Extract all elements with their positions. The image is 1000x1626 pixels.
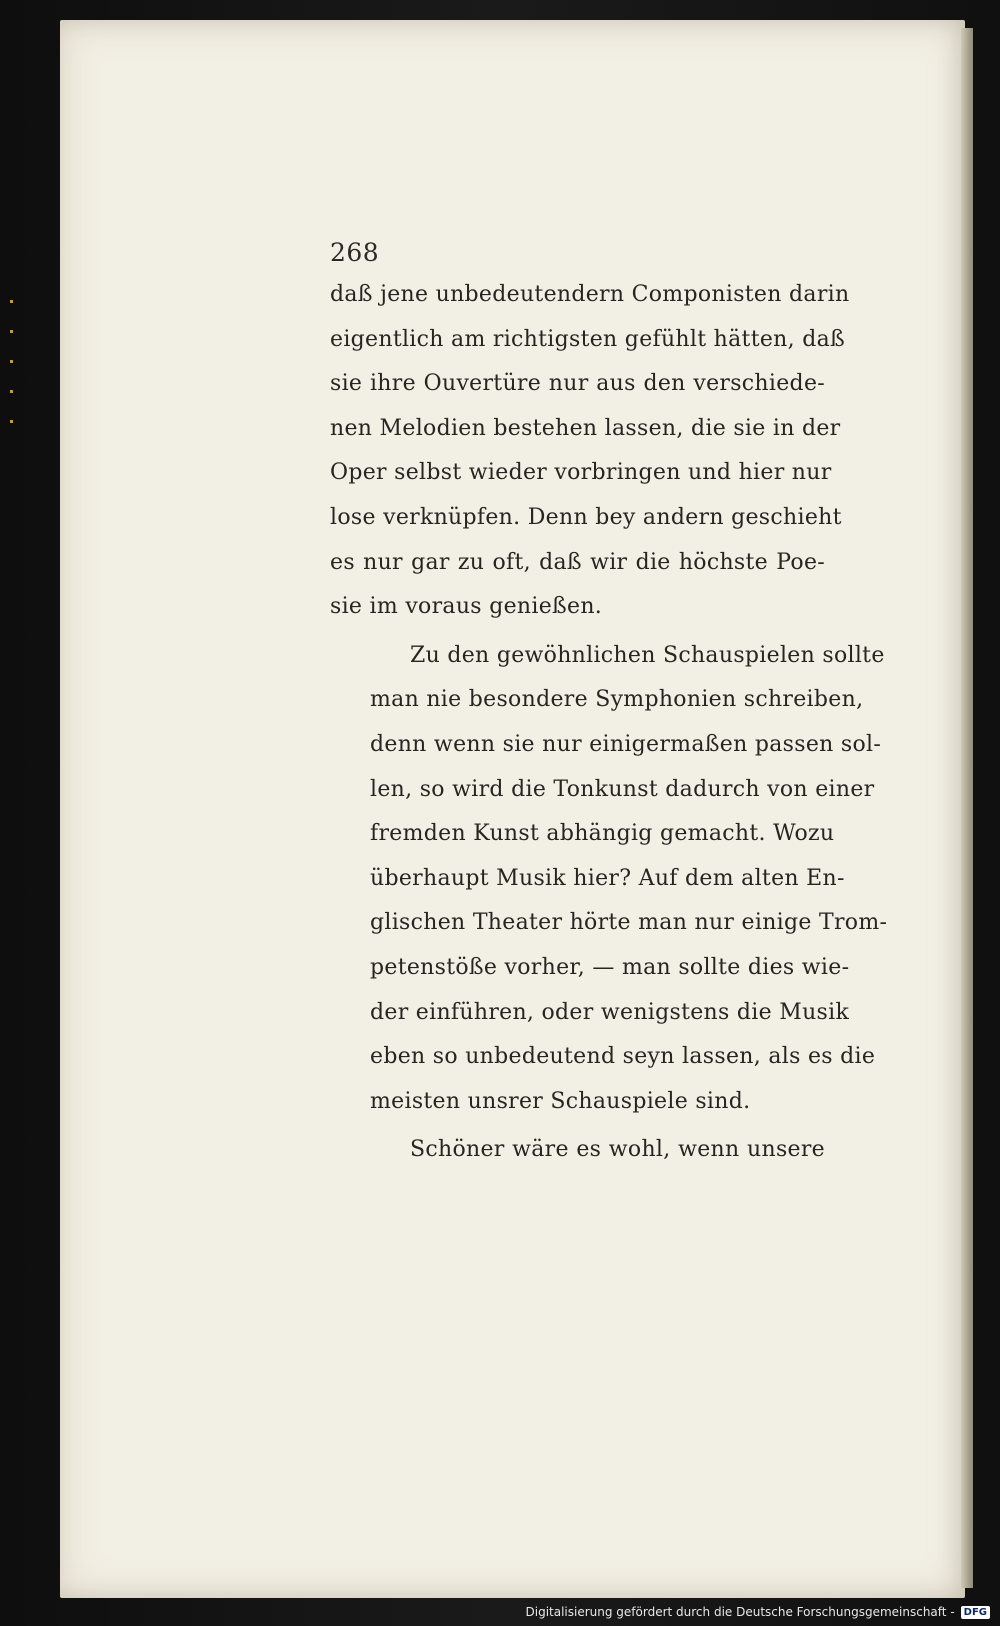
scan-margin-marks	[10, 300, 14, 440]
text-line: nen Melodien bestehen lassen, die sie in der	[330, 415, 841, 441]
text-line: man nie besondere Symphonien schreiben,	[370, 687, 864, 713]
text-line: daß jene unbedeutendern Componisten darin	[330, 282, 850, 307]
text-block	[330, 238, 888, 1173]
paragraph-3	[330, 1128, 825, 1173]
paragraph-1	[330, 273, 850, 630]
footer-credit: Digitalisierung gefördert durch die Deutsche Forschungsgemeinschaft -	[525, 1605, 955, 1619]
text-line: eigentlich am richtigsten gefühlt hätten, daß	[330, 326, 845, 352]
text-line: Oper selbst wieder vorbringen und hier nur	[330, 460, 832, 486]
text-line: petenstöße vorher, — man sollte dies wie-	[370, 954, 850, 980]
text-line: sie ihre Ouvertüre nur aus den verschiede-	[330, 371, 825, 397]
digitization-footer	[0, 1600, 1000, 1624]
text-line: denn wenn sie nur einigermaßen passen sol-	[370, 731, 882, 757]
text-line: der einführen, oder wenigstens die Musik	[370, 999, 850, 1025]
text-line: es nur gar zu oft, daß wir die höchste Poe-	[330, 549, 825, 575]
page-number: 268	[330, 238, 380, 267]
text-line: Zu den gewöhnlichen Schauspielen sollte	[410, 642, 885, 668]
text-line: sie im voraus genießen.	[330, 594, 603, 620]
text-line: lose verknüpfen. Denn bey andern geschieht	[330, 504, 842, 530]
text-line: len, so wird die Tonkunst dadurch von einer	[370, 776, 875, 802]
text-line: fremden Kunst abhängig gemacht. Wozu	[370, 821, 835, 847]
text-line: meisten unsrer Schauspiele sind.	[370, 1088, 751, 1114]
page-edge	[961, 28, 973, 1588]
text-line: Schöner wäre es wohl, wenn unsere	[410, 1137, 825, 1163]
text-line: überhaupt Musik hier? Auf dem alten En-	[370, 865, 845, 891]
text-line: glischen Theater hörte man nur einige Trom-	[370, 910, 888, 936]
dfg-logo-icon: DFG	[961, 1606, 990, 1619]
text-line: eben so unbedeutend seyn lassen, als es die	[370, 1044, 876, 1070]
paragraph-2	[330, 634, 888, 1125]
